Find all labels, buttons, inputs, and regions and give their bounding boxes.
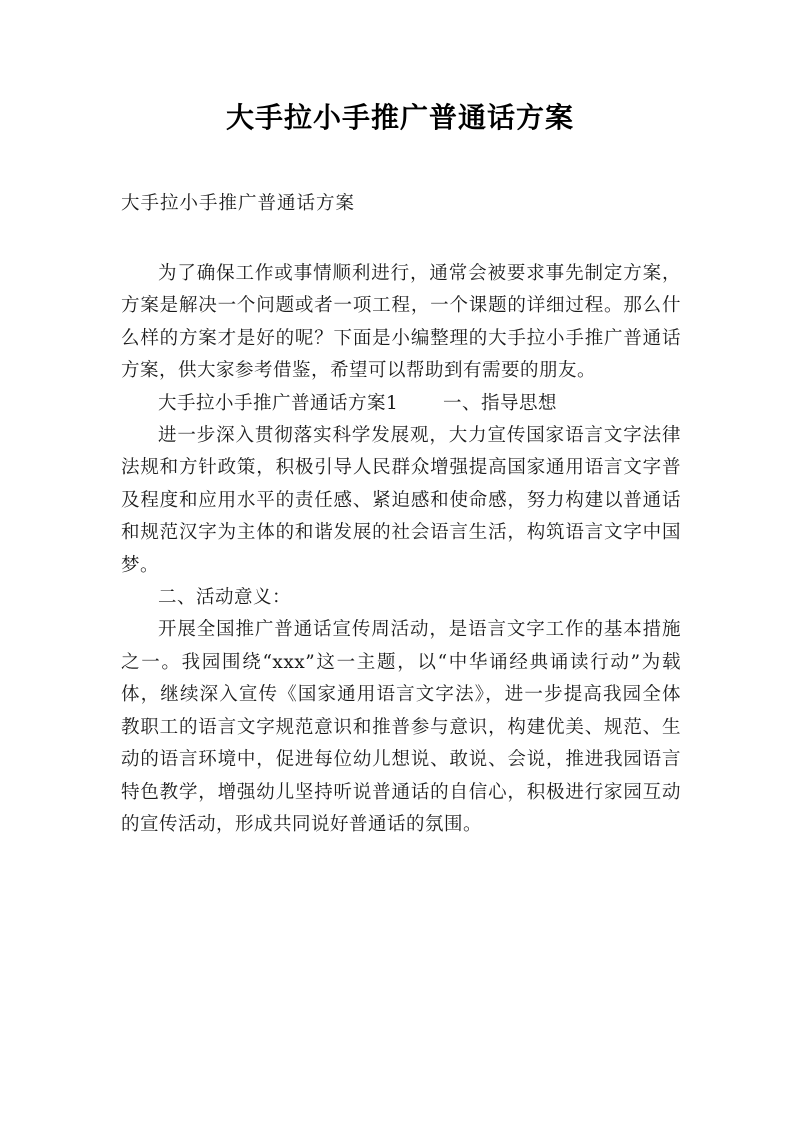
- plan-heading: 大手拉小手推广普通话方案1: [158, 392, 399, 414]
- section2-paragraph: 开展全国推广普通话宣传周活动，是语言文字工作的基本措施之一。我园围绕“xxx”这一主题，以“中华诵经典诵读行动”为载体，继续深入宣传《国家通用语言文字法》，进一步提高我园全体教职工的语言文字规范意识和推普参与意识，构建优美、规范、生动的语言环境中，促进每位幼儿想说、敢说、会说，推进我园语言特色教学，增强幼儿坚持听说普通话的自信心，积极进行家园互动的宣传活动，形成共同说好普通话的氛围。: [121, 619, 681, 835]
- document-title: 大手拉小手推广普通话方案: [225, 101, 574, 134]
- section1-paragraph: 进一步深入贯彻落实科学发展观，大力宣传国家语言文字法律法规和方针政策，积极引导人民群众增强提高国家通用语言文字普及程度和应用水平的责任感、紧迫感和使命感，努力构建以普通话和规范汉字为主体的和谐发展的社会语言生活，构筑语言文字中国梦。: [121, 425, 681, 576]
- plan-heading-line: [121, 388, 681, 420]
- document-body: [121, 258, 681, 841]
- section1-heading: 一、指导思想: [442, 392, 557, 414]
- intro-paragraph: 为了确保工作或事情顺利进行，通常会被要求事先制定方案，方案是解决一个问题或者一项工程，一个课题的详细过程。那么什么样的方案才是好的呢？下面是小编整理的大手拉小手推广普通话方案，供大家参考借鉴，希望可以帮助到有需要的朋友。: [121, 263, 681, 382]
- document-subtitle: 大手拉小手推广普通话方案: [121, 193, 356, 214]
- section2-heading: 二、活动意义：: [158, 587, 292, 609]
